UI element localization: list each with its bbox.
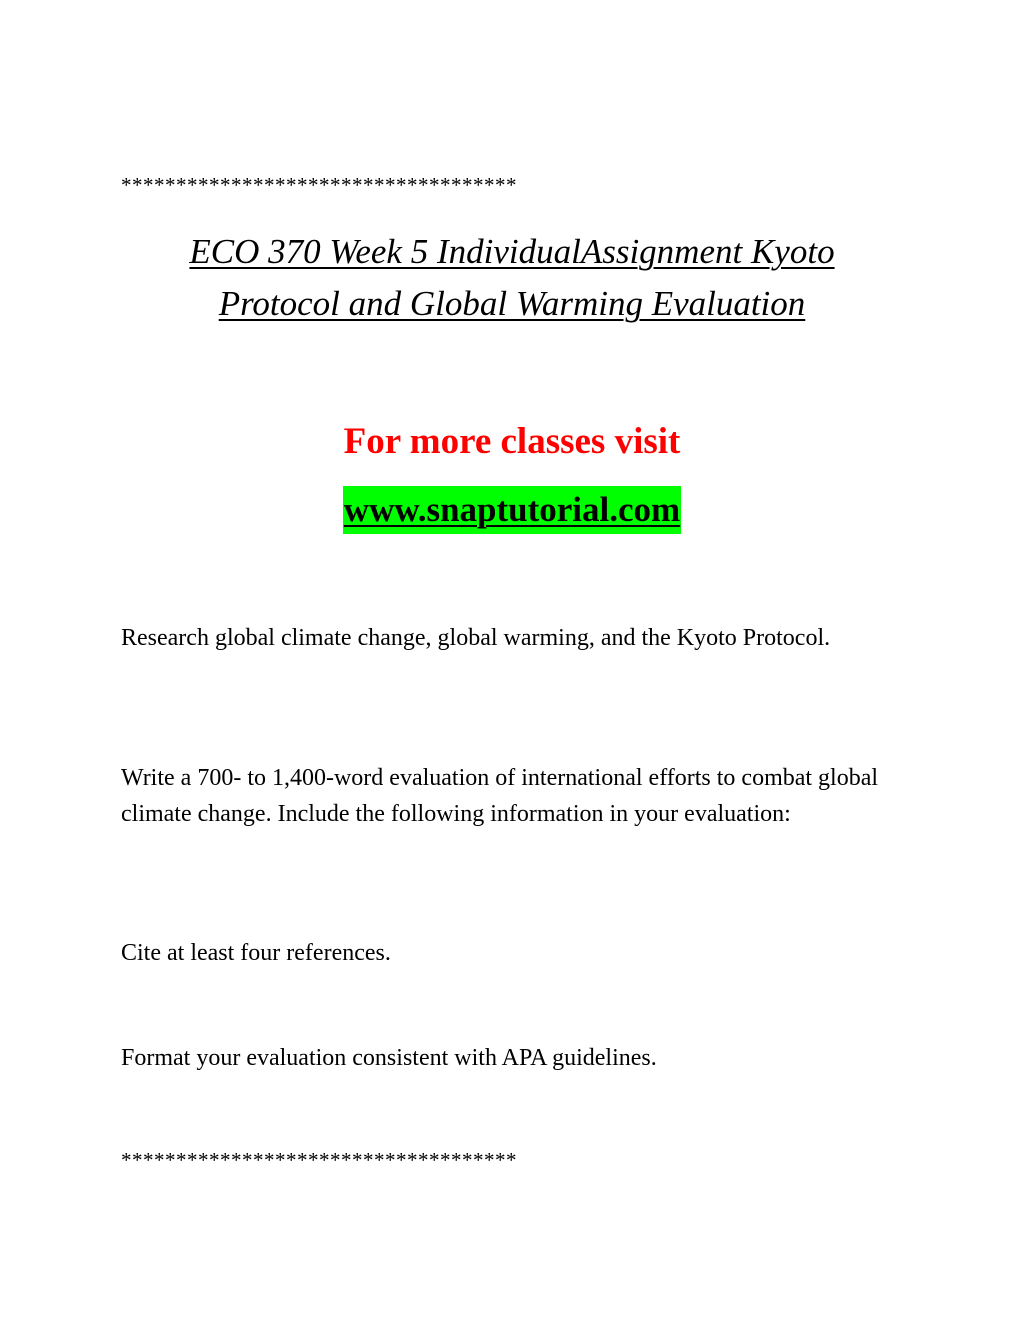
paragraph-research: Research global climate change, global warming, and the Kyoto Protocol. xyxy=(121,625,831,651)
paragraph-format: Format your evaluation consistent with APA guidelines. xyxy=(121,1045,657,1071)
bottom-divider: ************************************ xyxy=(121,1148,517,1172)
paragraph-write: Write a 700- to 1,400-word evaluation of international efforts to combat global climate change. Include the following information in your evaluation: xyxy=(121,765,879,827)
title-line-1: ECO 370 Week 5 IndividualAssignment Kyoto xyxy=(189,232,835,271)
promo-text: For more classes visit xyxy=(343,421,681,462)
title-line-2: Protocol and Global Warming Evaluation xyxy=(218,284,806,323)
top-divider: ************************************ xyxy=(121,173,517,197)
document-title xyxy=(100,226,924,330)
paragraph-cite: Cite at least four references. xyxy=(121,940,391,966)
snaptutorial-link[interactable]: www.snaptutorial.com xyxy=(343,486,681,534)
promo-link-wrapper xyxy=(0,486,1024,534)
